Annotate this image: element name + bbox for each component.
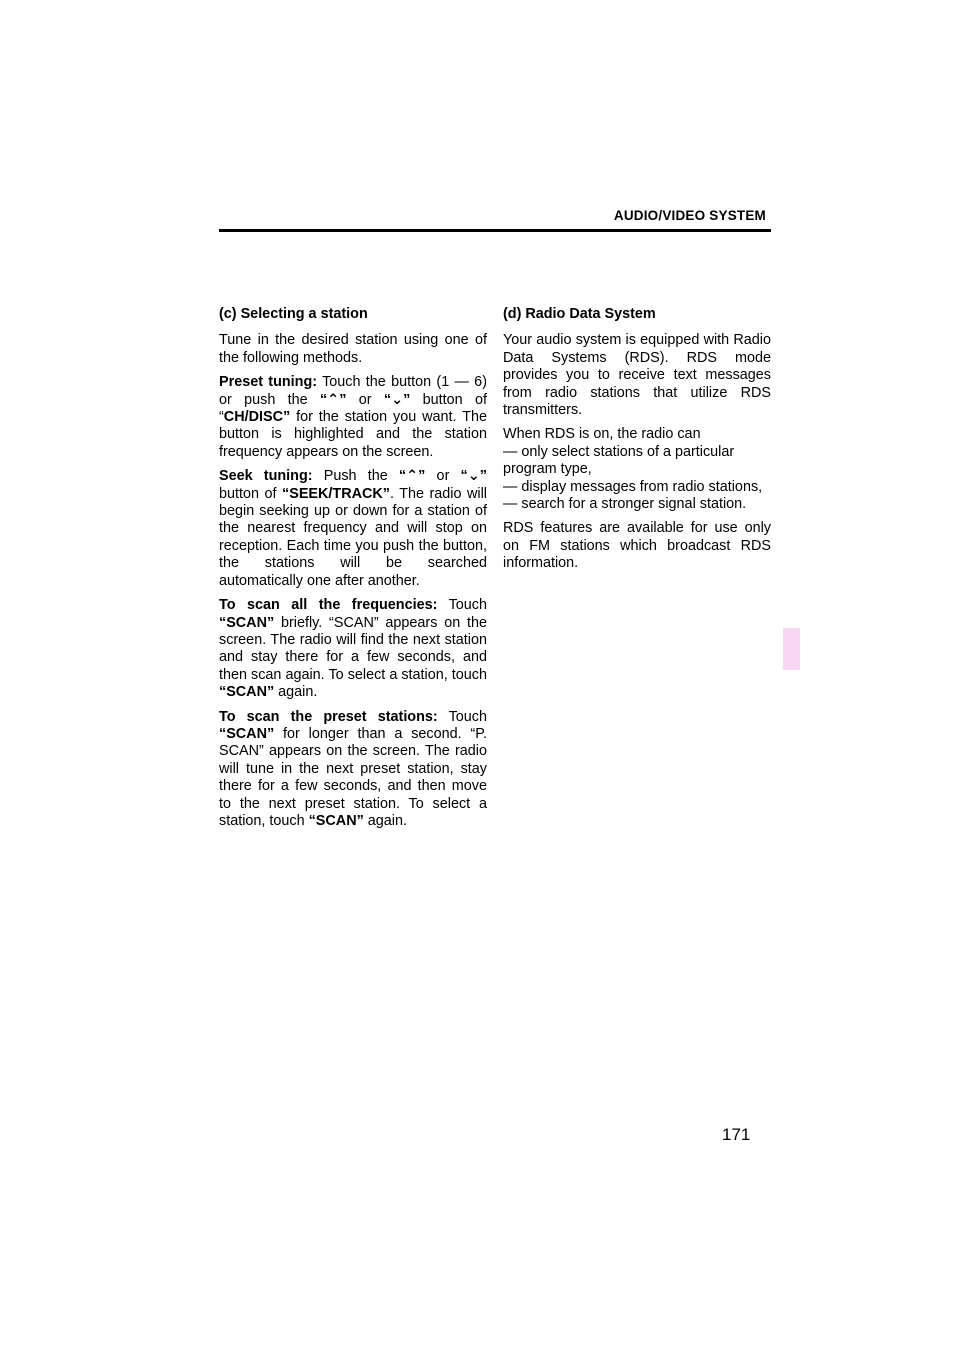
seek-track-button-ref: “SEEK/TRACK” bbox=[282, 485, 390, 502]
text: Touch the button (1 — 6) or push the bbox=[219, 374, 487, 408]
header-rule bbox=[219, 229, 771, 232]
section-thumb-tab bbox=[783, 628, 800, 670]
scan-all-paragraph bbox=[219, 597, 487, 701]
up-arrow-button-ref: “⌃” bbox=[319, 391, 347, 408]
text: again. bbox=[274, 684, 318, 701]
rds-when-on: When RDS is on, the radio can bbox=[503, 426, 701, 443]
right-column bbox=[503, 306, 771, 580]
section-heading-c: (c) Selecting a station bbox=[219, 306, 368, 322]
scan-button-ref: “SCAN” bbox=[219, 684, 275, 701]
down-arrow-button-ref: “⌄” bbox=[460, 468, 487, 485]
text: button of bbox=[219, 485, 283, 502]
text: Touch bbox=[437, 708, 487, 725]
seek-tuning-label: Seek tuning: bbox=[219, 468, 313, 485]
list-item: — only select stations of a particular program type, bbox=[503, 443, 735, 478]
text: button of “ bbox=[219, 391, 487, 426]
scan-button-ref: “SCAN” bbox=[219, 614, 275, 631]
scan-preset-paragraph bbox=[219, 709, 487, 831]
list-item: — display messages from radio stations, bbox=[503, 478, 763, 495]
text: . The radio will begin seeking up or down for a station of the nearest frequency and will stop on reception. Each time you push the button, the stations will be searched automatically one after another. bbox=[219, 485, 488, 589]
text: briefly. “SCAN” appears on the screen. The radio will find the next station and stay there for a few seconds, and then scan again. To select a station, touch bbox=[219, 614, 487, 683]
text: or bbox=[425, 468, 461, 485]
scan-button-ref: “SCAN” bbox=[308, 812, 364, 829]
up-arrow-button-ref: “⌃” bbox=[398, 468, 426, 485]
page-header-title: AUDIO/VIDEO SYSTEM bbox=[613, 208, 766, 223]
text: Touch bbox=[437, 597, 487, 614]
ch-disc-button-ref: CH/DISC” bbox=[223, 409, 291, 426]
scan-preset-label: To scan the preset stations: bbox=[219, 708, 438, 725]
down-arrow-button-ref: “⌄” bbox=[383, 391, 411, 408]
scan-button-ref: “SCAN” bbox=[219, 725, 275, 742]
text: for longer than a second. “P. SCAN” appears on the screen. The radio will tune in the next preset station, stay there for a few seconds, and then move to the next preset station. To select a station, touch bbox=[219, 725, 487, 829]
page-number: 171 bbox=[722, 1125, 751, 1144]
seek-tuning-paragraph bbox=[219, 468, 487, 590]
left-column bbox=[219, 306, 487, 837]
rds-intro-paragraph: Your audio system is equipped with Radio Data Systems (RDS). RDS mode provides you to receive text messages from radio stations that utilize RDS transmitters. bbox=[503, 332, 771, 419]
rds-features-paragraph: RDS features are available for use only on FM stations which broadcast RDS information. bbox=[503, 520, 771, 572]
preset-tuning-paragraph bbox=[219, 374, 487, 461]
text: again. bbox=[363, 812, 407, 829]
rds-capabilities bbox=[503, 426, 771, 513]
intro-paragraph: Tune in the desired station using one of the following methods. bbox=[219, 332, 487, 366]
preset-tuning-label: Preset tuning: bbox=[219, 374, 318, 391]
text: Push the bbox=[312, 468, 399, 485]
list-item: — search for a stronger signal station. bbox=[503, 496, 747, 513]
text: or bbox=[346, 391, 384, 408]
section-heading-d: (d) Radio Data System bbox=[503, 306, 656, 322]
scan-all-label: To scan all the frequencies: bbox=[219, 597, 438, 614]
text: for the station you want. The button is highlighted and the station frequency appears on the screen. bbox=[219, 409, 487, 460]
